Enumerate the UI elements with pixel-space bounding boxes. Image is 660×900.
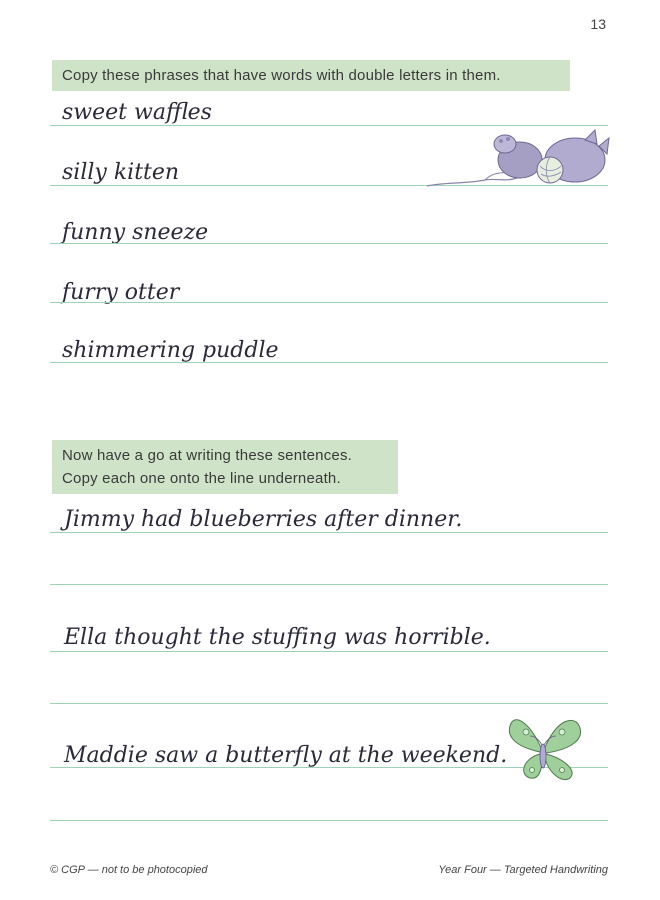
blank-writing-line[interactable] — [50, 703, 608, 704]
phrase-3: funny sneeze — [62, 220, 209, 245]
butterfly-icon — [500, 712, 586, 784]
phrase-4: furry otter — [62, 280, 180, 305]
writing-line — [50, 362, 608, 363]
writing-line — [50, 302, 608, 303]
blank-writing-line[interactable] — [50, 820, 608, 821]
sentence-2: Ella thought the stuffing was horrible. — [64, 625, 491, 650]
phrase-1: sweet waffles — [62, 100, 212, 125]
writing-line — [50, 651, 608, 652]
footer-book-title: Year Four — Targeted Handwriting — [438, 864, 608, 876]
phrase-2: silly kitten — [62, 160, 180, 185]
instruction-write-sentences — [52, 440, 398, 494]
sentence-1: Jimmy had blueberries after dinner. — [64, 507, 463, 532]
blank-writing-line[interactable] — [50, 584, 608, 585]
instruction-line-1: Now have a go at writing these sentences. — [62, 447, 353, 464]
phrase-5: shimmering puddle — [62, 338, 279, 363]
instruction-line-2: Copy each one onto the line underneath. — [62, 470, 341, 487]
kitten-with-yarn-icon — [425, 126, 615, 192]
writing-line — [50, 243, 608, 244]
page-number: 13 — [590, 16, 606, 32]
footer-copyright: © CGP — not to be photocopied — [50, 864, 208, 876]
sentence-3: Maddie saw a butterfly at the weekend. — [64, 743, 508, 768]
instruction-copy-phrases: Copy these phrases that have words with double letters in them. — [52, 60, 570, 91]
writing-line — [50, 532, 608, 533]
